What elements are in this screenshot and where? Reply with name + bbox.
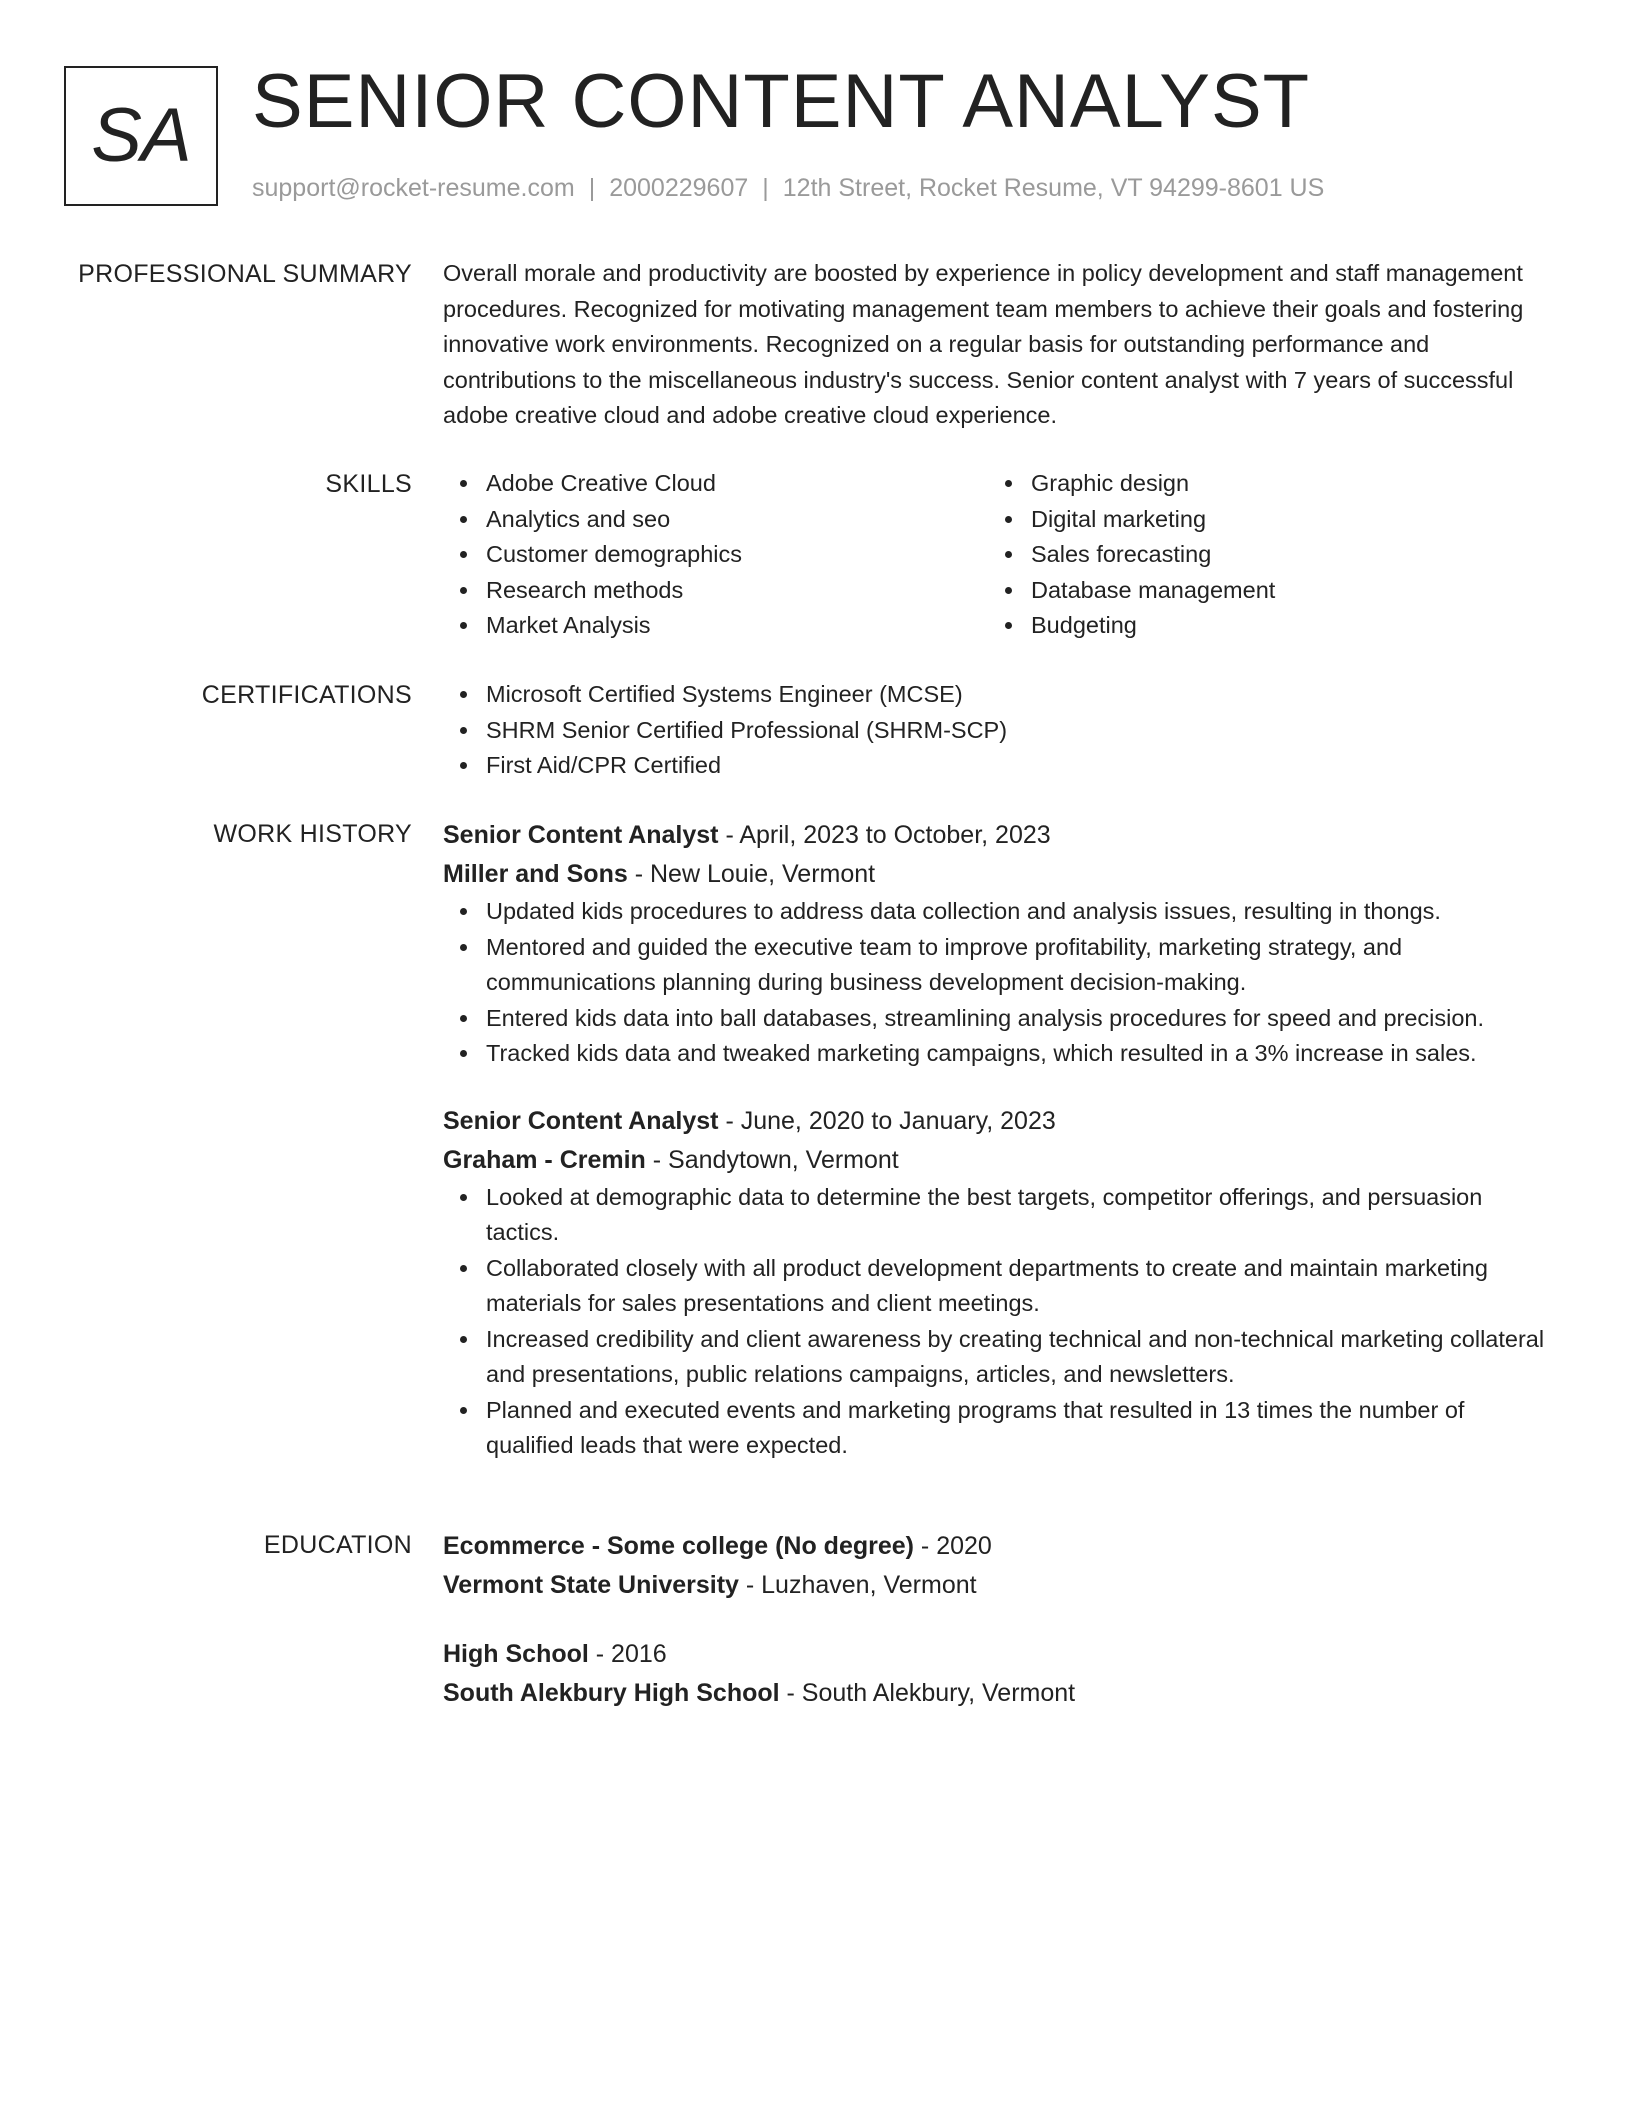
education-year: - 2020 [913,1532,992,1560]
skills-label: SKILLS [325,470,412,498]
skills-grid [443,466,1553,644]
education-degree-line [443,1527,1553,1566]
education-entry [443,1527,1553,1605]
certification-item: SHRM Senior Certified Professional (SHRM-SCP) [486,713,1553,749]
job-company: Miller and Sons [443,860,628,888]
certifications-label: CERTIFICATIONS [201,681,412,709]
skill-item: Sales forecasting [1031,537,1533,573]
job-title: Senior Content Analyst [443,821,719,849]
job-title-line [443,816,1553,855]
job-location: - Sandytown, Vermont [645,1145,899,1174]
job-bullets [443,894,1553,1072]
education-entry [443,1635,1553,1713]
education-body [443,1527,1553,1713]
job-title: Senior Content Analyst [443,1106,719,1135]
skill-item: Analytics and seo [486,502,988,538]
education-year: - 2016 [588,1640,667,1668]
contact-separator: | [588,174,596,202]
education-location: - Luzhaven, Vermont [738,1571,977,1599]
education-school: Vermont State University [443,1571,739,1599]
job-bullet: Planned and executed events and marketing programs that resulted in 13 times the number of qualified leads that were expected. [486,1393,1553,1464]
job-bullets [443,1180,1553,1464]
job-bullet: Increased credibility and client awareness by creating technical and non-technical marketing collateral and presentations, public relations campaigns, articles, and newsletters. [486,1322,1553,1393]
summary-body [443,256,1553,434]
job-location: - New Louie, Vermont [627,860,876,888]
job-bullet: Looked at demographic data to determine the best targets, competitor offerings, and persuasion tactics. [486,1180,1553,1251]
job-entry [443,816,1553,1072]
job-bullet: Collaborated closely with all product development departments to create and maintain marketing materials for sales presentations and client meetings. [486,1251,1553,1322]
contact-phone: 2000229607 [609,174,749,202]
skill-item: Research methods [486,573,988,609]
education-school: South Alekbury High School [443,1679,780,1707]
job-entry [443,1102,1553,1464]
certification-item: First Aid/CPR Certified [486,748,1553,784]
skill-item: Adobe Creative Cloud [486,466,988,502]
contact-address: 12th Street, Rocket Resume, VT 94299-8601 US [782,174,1325,202]
skills-column-left [443,466,988,644]
contact-line [252,173,1324,203]
job-bullet: Updated kids procedures to address data collection and analysis issues, resulting in thongs. [486,894,1553,930]
contact-email: support@rocket-resume.com [252,174,575,202]
job-dates: - April, 2023 to October, 2023 [718,821,1051,849]
work-history-body [443,816,1553,1464]
contact-separator: | [762,174,769,202]
skill-item: Customer demographics [486,537,988,573]
summary-label: PROFESSIONAL SUMMARY [78,260,412,288]
skill-item: Digital marketing [1031,502,1533,538]
job-dates: - June, 2020 to January, 2023 [718,1106,1056,1135]
certification-item: Microsoft Certified Systems Engineer (MCSE) [486,677,1553,713]
job-bullet: Mentored and guided the executive team to improve profitability, marketing strategy, and communications planning during business development decision-making. [486,930,1553,1001]
job-bullet: Tracked kids data and tweaked marketing campaigns, which resulted in a 3% increase in sales. [486,1036,1553,1072]
summary-text: Overall morale and productivity are boosted by experience in policy development and staff management procedures. Recognized for motivating management team members to achieve their goals and fostering innovative work environments. Recognized on a regular basis for outstanding performance and contributions to the miscellaneous industry's success. Senior content analyst with 7 years of successful adobe creative cloud and adobe creative cloud experience. [443,260,1524,428]
skill-item: Graphic design [1031,466,1533,502]
certifications-body [443,677,1553,784]
skills-column-right [988,466,1533,644]
skills-list-right [988,466,1533,644]
skills-list-left [443,466,988,644]
education-label: EDUCATION [263,1531,412,1559]
job-company-line [443,855,1553,894]
job-bullet: Entered kids data into ball databases, streamlining analysis procedures for speed and precision. [486,1001,1553,1037]
job-title-line [443,1102,1553,1141]
education-school-line [443,1674,1553,1713]
skill-item: Market Analysis [486,608,988,644]
resume-title: SENIOR CONTENT ANALYST [252,59,1311,144]
education-degree-line [443,1635,1553,1674]
education-degree: Ecommerce - Some college (No degree) [443,1532,914,1560]
monogram-initials: SA [91,93,191,178]
job-company: Graham - Cremin [443,1145,646,1174]
monogram-box [64,66,218,206]
job-company-line [443,1141,1553,1180]
skill-item: Budgeting [1031,608,1533,644]
education-degree: High School [443,1640,589,1668]
education-school-line [443,1566,1553,1605]
work-history-label: WORK HISTORY [213,820,412,848]
skill-item: Database management [1031,573,1533,609]
education-location: - South Alekbury, Vermont [779,1679,1076,1707]
skills-body [443,466,1553,644]
certifications-list [443,677,1553,784]
